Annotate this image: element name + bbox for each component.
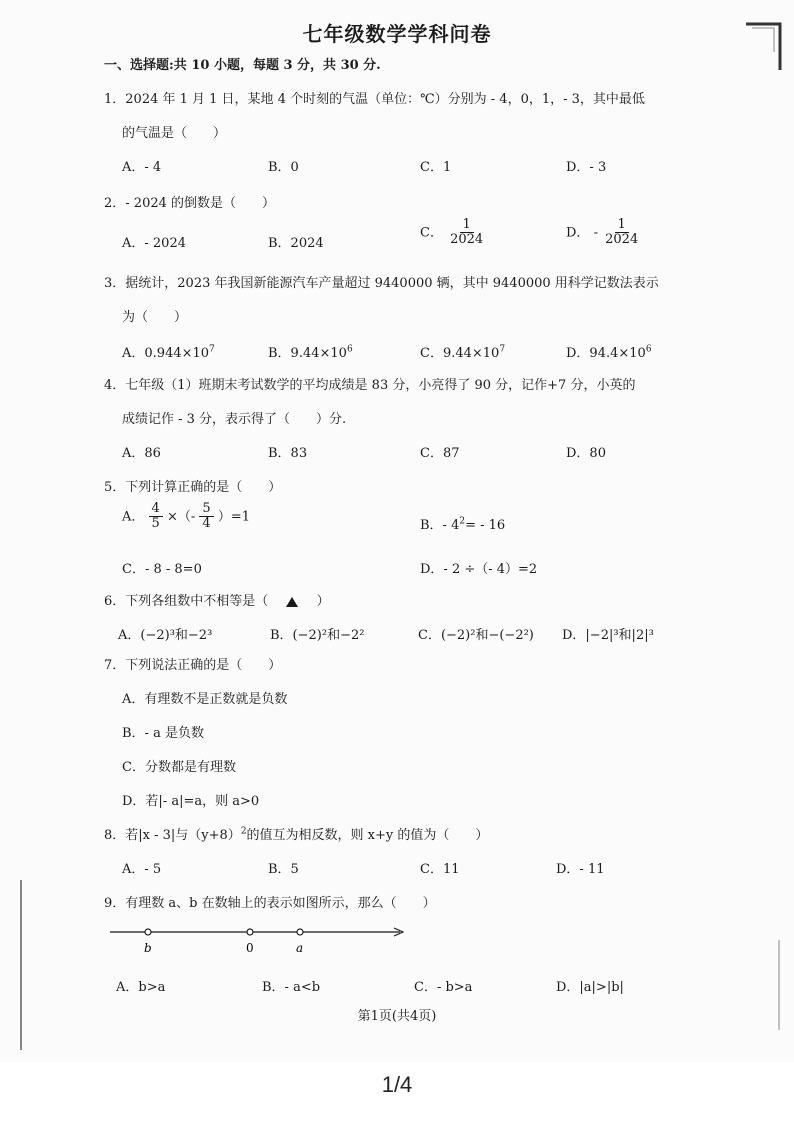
question-3-option-b: B．$9.44\times 10^6$: [268, 344, 353, 361]
question-8-option-d: D．- 11: [556, 862, 605, 877]
label-b: b: [144, 941, 152, 955]
page-indicator: 1/4: [381, 1072, 413, 1097]
number-line: [110, 918, 410, 958]
question-1-option-a: A．- 4: [122, 160, 162, 175]
question-9-option-d: D．|a|>|b|: [556, 980, 624, 995]
question-3-stem-cont: 为（ ）: [122, 310, 188, 325]
question-3-stem: 3．据统计，2023 年我国新能源汽车产量超过 9440000 辆，其中 9440000 用科学记数法表示: [104, 276, 659, 291]
question-5-option-c: C．- 8 - 8=0: [122, 562, 202, 577]
question-6-option-c: C．(−2)²和−(−2²): [418, 628, 534, 643]
scan-margin-mark: [20, 880, 22, 1050]
question-1-option-b: B．0: [268, 160, 299, 175]
question-6-option-b: B．(−2)²和−2²: [270, 628, 365, 643]
question-1-stem: 1．2024 年 1 月 1 日，某地 4 个时刻的气温（单位：℃）分别为 - 4，0，1，- 3，其中最低: [104, 92, 645, 107]
point-b: [145, 929, 151, 935]
question-2-option-b: B．2024: [268, 236, 324, 251]
question-2-option-a: A．- 2024: [122, 236, 186, 251]
point-a: [297, 929, 303, 935]
fraction: $\frac{4}{5}$: [149, 502, 163, 532]
question-3-option-a: A．$0.944\times 10^7$: [122, 344, 215, 361]
question-4-stem-cont: 成绩记作 - 3 分，表示得了（ ）分.: [122, 412, 347, 427]
question-1-option-c: C．1: [420, 160, 452, 175]
label-a: a: [296, 941, 304, 955]
question-5-option-d: D．- 2 ÷（- 4）=2: [420, 562, 538, 577]
question-3-option-c: C．$9.44\times 10^7$: [420, 344, 506, 361]
question-4-option-c: C．87: [420, 446, 460, 461]
question-8-option-a: A．- 5: [122, 862, 162, 877]
point-origin: [247, 929, 253, 935]
question-8-stem: 8．若|x - 3|与$(y+8)^2$的值互为相反数，则 x+y 的值为（ ）: [104, 826, 489, 843]
question-3-option-d: D．$94.4\times 10^6$: [566, 344, 652, 361]
question-4-option-b: B．83: [268, 446, 308, 461]
question-6-option-a: A．(−2)³和−2³: [118, 628, 213, 643]
fraction: $\frac{1}{2024}$: [450, 217, 484, 248]
question-9-option-b: B．- a<b: [262, 980, 321, 995]
page-title: 七年级数学学科问卷: [302, 22, 492, 46]
question-4-option-a: A．86: [122, 446, 161, 461]
question-5-option-a: A． $\frac{4}{5}$ ×（- $\frac{5}{4}$ ）=1: [122, 501, 250, 532]
question-7-option-d: D．若|- a|=a，则 a>0: [122, 794, 260, 809]
triangle-icon: [286, 597, 298, 607]
question-6-option-d: D．|−2|³和|2|³: [562, 628, 654, 643]
question-9-option-a: A．b>a: [116, 980, 166, 995]
fraction: $\frac{1}{2024}$: [605, 217, 639, 248]
question-8-option-b: B．5: [268, 862, 299, 877]
question-7-option-b: B．- a 是负数: [122, 726, 204, 741]
label-origin: 0: [246, 941, 254, 955]
question-7-stem: 7．下列说法正确的是（ ）: [104, 658, 282, 673]
question-8-option-c: C．11: [420, 862, 460, 877]
question-9-stem: 9．有理数 a、b 在数轴上的表示如图所示，那么（ ）: [104, 896, 436, 911]
question-4-stem: 4．七年级（1）班期末考试数学的平均成绩是 83 分，小亮得了 90 分，记作+7 分，小英的: [104, 378, 636, 393]
page-footer: 第1页(共4页): [357, 1009, 437, 1024]
section-heading: 一、选择题:共 10 小题，每题 3 分，共 30 分.: [104, 58, 381, 73]
question-4-option-d: D．80: [566, 446, 606, 461]
question-6-stem: 6．下列各组数中不相等是（ ）: [104, 594, 330, 609]
question-2-option-c: C． $\frac{1}{2024}$: [420, 218, 486, 248]
question-1-stem-cont: 的气温是（ ）: [122, 126, 227, 141]
question-5-stem: 5．下列计算正确的是（ ）: [104, 480, 282, 495]
fraction: $\frac{5}{4}$: [199, 502, 213, 532]
question-2-stem: 2．- 2024 的倒数是（ ）: [104, 196, 276, 211]
question-2-option-d: D． - $\frac{1}{2024}$: [566, 218, 641, 248]
question-7-option-c: C．分数都是有理数: [122, 760, 236, 775]
question-7-option-a: A．有理数不是正数就是负数: [122, 692, 288, 707]
question-5-option-b: B．- $4^2= - 16$: [420, 516, 506, 533]
question-1-option-d: D．- 3: [566, 160, 607, 175]
question-9-option-c: C．- b>a: [414, 980, 473, 995]
